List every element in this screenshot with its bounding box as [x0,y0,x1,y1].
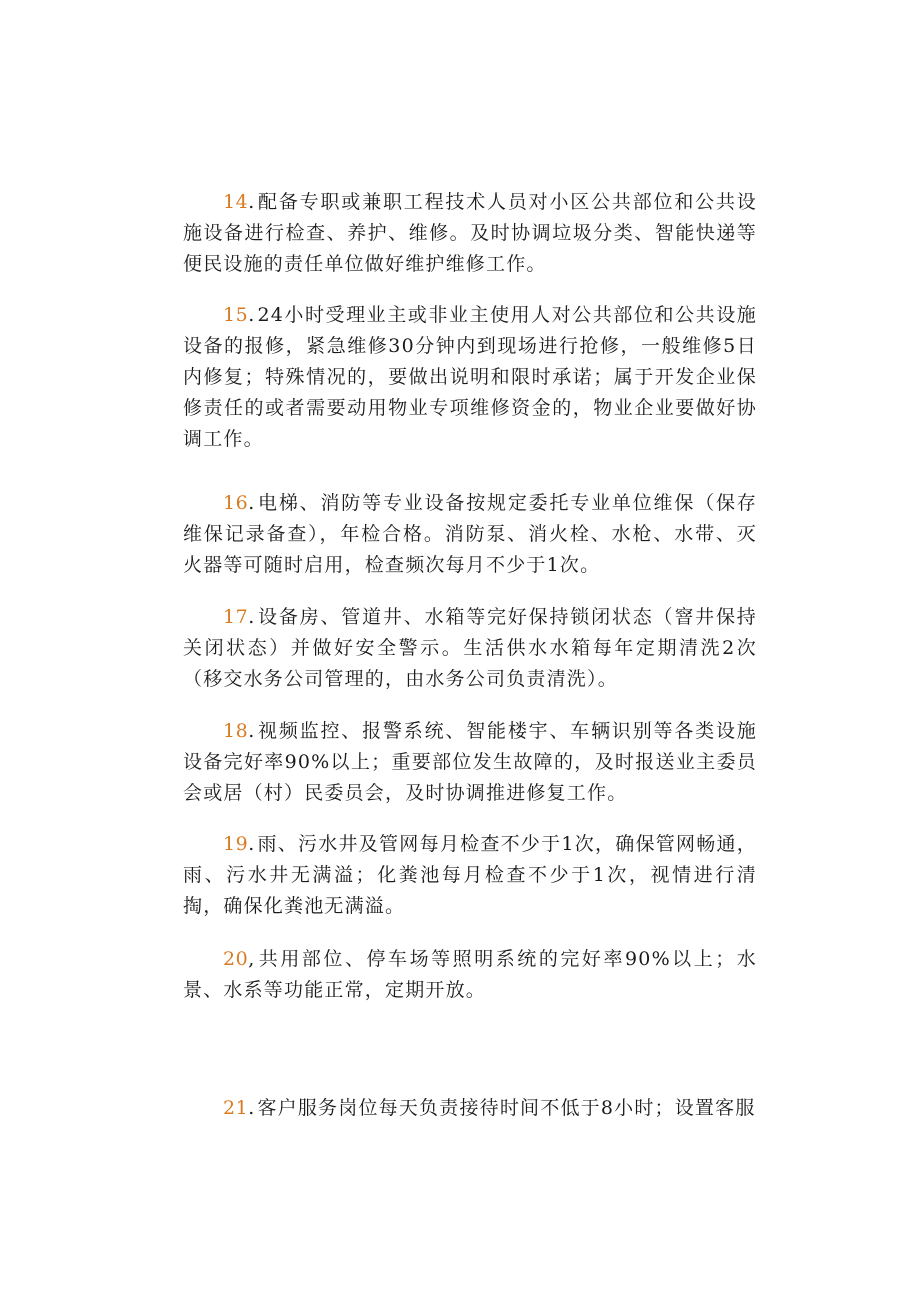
clause-text: 雨、污水井及管网每月检查不少于1次，确保管网畅通，雨、污水井无满溢；化粪池每月检查不少于1次，视情进行清掏，确保化粪池无满溢。 [183,833,757,917]
clause-18 [183,716,757,809]
clause-separator: . [248,492,256,514]
clause-text: 设备房、管道井、水箱等完好保持锁闭状态（窨井保持关闭状态）并做好安全警示。生活供水水箱每年定期清洗2次（移交水务公司管理的，由水务公司负责清洗）。 [183,606,757,690]
clause-number: 16 [223,492,249,514]
clause-17 [183,602,757,695]
clause-20 [183,944,757,1006]
clause-number: 18 [223,720,249,742]
clause-separator: . [248,191,256,213]
clause-19 [183,829,757,922]
clause-14 [183,187,757,280]
clause-separator: . [248,304,256,326]
clause-15 [183,300,757,455]
clause-text: 24小时受理业主或非业主使用人对公共部位和公共设施设备的报修，紧急维修30分钟内到现场进行抢修，一般维修5日内修复；特殊情况的，要做出说明和限时承诺；属于开发企业保修责任的或者需要动用物业专项维修资金的，物业企业要做好协调工作。 [183,304,757,450]
clause-text: 客户服务岗位每天负责接待时间不低于8小时；设置客服 [257,1097,756,1119]
clause-separator: . [248,833,256,855]
clause-separator: . [248,606,256,628]
clause-number: 14 [223,191,249,213]
clause-21 [183,1093,757,1124]
clause-16 [183,488,757,581]
clause-separator: . [248,720,256,742]
clause-text: 共用部位、停车场等照明系统的完好率90%以上；水景、水系等功能正常，定期开放。 [183,948,757,1001]
clause-number: 15 [223,304,249,326]
clause-separator: , [248,948,256,970]
clause-number: 21 [223,1097,249,1119]
clause-text: 配备专职或兼职工程技术人员对小区公共部位和公共设施设备进行检查、养护、维修。及时协调垃圾分类、智能快递等便民设施的责任单位做好维护维修工作。 [183,191,757,275]
clause-number: 17 [223,606,249,628]
clause-text: 电梯、消防等专业设备按规定委托专业单位维保（保存维保记录备查），年检合格。消防泵、消火栓、水枪、水带、灭火器等可随时启用，检查频次每月不少于1次。 [183,492,757,576]
clause-separator: . [248,1097,256,1119]
clause-text: 视频监控、报警系统、智能楼宇、车辆识别等各类设施设备完好率90%以上；重要部位发生故障的，及时报送业主委员会或居（村）民委员会，及时协调推进修复工作。 [183,720,757,804]
clause-number: 19 [223,833,249,855]
clause-number: 20 [223,948,249,970]
